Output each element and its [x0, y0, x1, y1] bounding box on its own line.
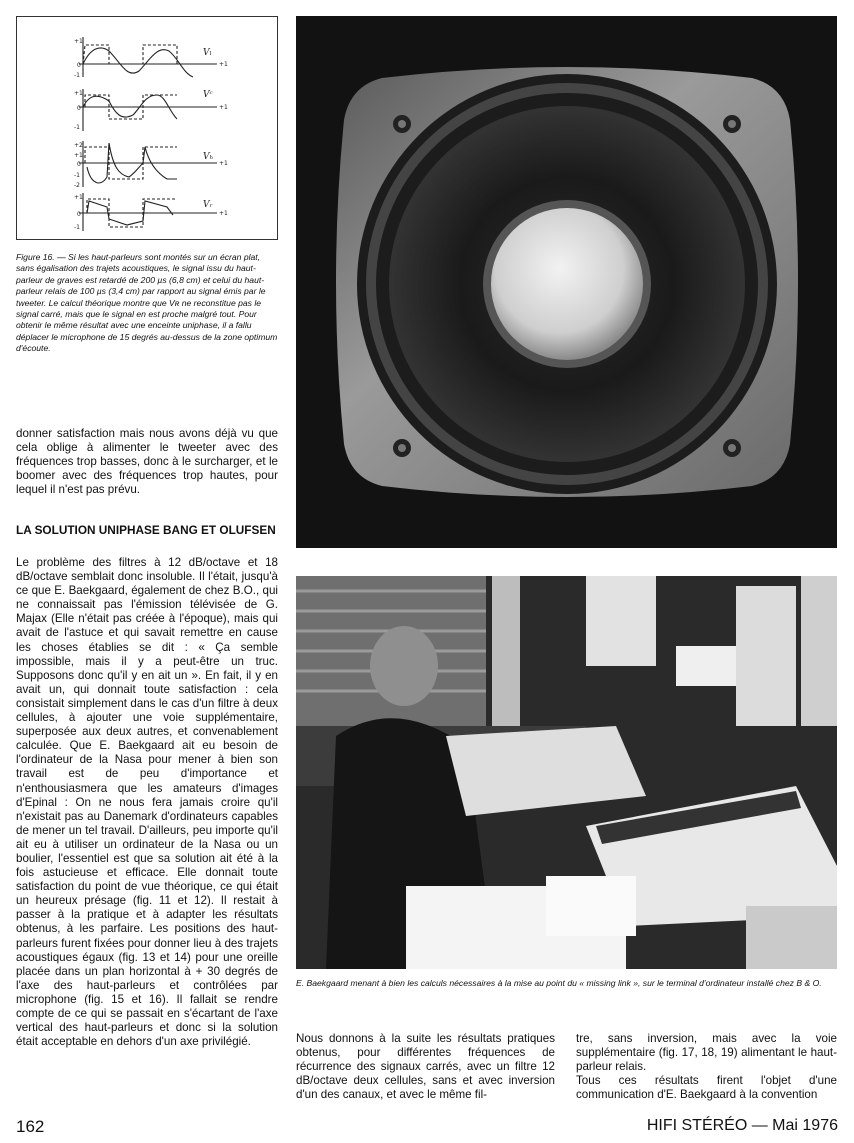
loudspeaker-photo	[296, 16, 837, 548]
column1-body	[16, 556, 278, 1049]
svg-text:+1: +1	[74, 90, 83, 97]
footer-magazine: HIFI STÉRÉO — Mai 1976	[646, 1117, 838, 1134]
svg-text:-1: -1	[74, 72, 80, 79]
svg-text:+1: +1	[74, 194, 83, 201]
svg-text:-1: -1	[74, 172, 80, 179]
photo-caption: E. Baekgaard menant à bien les calculs nécessaires à la mise au point du « missing link », sur le terminal d'ordinateur installé chez B & O.	[296, 978, 822, 988]
column1-intro	[16, 427, 278, 497]
col3-paragraph-1: tre, sans inversion, mais avec la voie supplémentaire (fig. 17, 18, 19) alimentant le haut-parleur relais.	[576, 1032, 837, 1074]
body-paragraph: Le problème des filtres à 12 dB/octave et 18 dB/octave semblait donc insoluble. Il l'était, jusqu'à ce que E. Baekgaard, également de chez B.O., qui ne connaissait pas l'émission télévisée de G. Majax (Elle n'était pas créée à l'époque), mais qui avait de l'astuce et qui savait remettre en cause les choses établies se dit : « Ça semble impossible, mais il y a peut-être un truc. Supposons donc qu'il y en ait un ». En fait, il y en avait un, qui donnait toute satisfaction : cela consistait simplement dans le cas d'un filtre à deux cellules, à ajouter une voie supplémentaire, superposée aux deux autres, et convenablement calculée. Que E. Baekgaard ait eu besoin de l'ordinateur de la Nasa pour mener à bien son travail est de peu d'importance et n'enthousiasmera que les amateurs d'images d'Epinal : On ne nous fera jamais croire qu'il n'existait pas au Danemark d'ordinateurs capables de mener un tel travail. D'ailleurs, peu importe qu'il ait eu à utiliser un ordinateur de la Nasa ou un boulier, l'essentiel est que sa solution ait été à la fois astucieuse et efficace. Elle donnait toute satisfaction du point de vue théorique, ce qui était un heureux présage (fig. 11 et 12). Il restait à passer à la pratique et à adapter les résultats obtenus, à les parfaire. Les positions des haut-parleurs furent fixées pour donner lieu à des trajets acoustiques égaux (fig. 13 et 14) pour une oreille placée dans un plan horizontal à + 30 degrés de l'axe des haut-parleurs et contrôlées par microphone (fig. 15 et 16). Il fallait se rendre compte de ce qui se passait en s'écartant de l'axe vertical des haut-parleurs et donc si la solution était acceptable en dehors d'un axe privilégié.	[16, 556, 278, 1049]
label-vh: Vₕ	[203, 152, 214, 162]
svg-text:0: 0	[77, 211, 81, 218]
figure-16-caption: Figure 16. — Si les haut-parleurs sont montés sur un écran plat, sans égalisation des trajets acoustiques, le signal issu du haut-parleur de graves est retardé de 200 µs (6,8 cm) et celui du haut-parleur relais de 100 µs (3,4 cm) par rapport au signal émis par le tweeter. Le calcul théorique montre que Vʀ ne reconstitue pas le signal carré, mais que le signal en est proche malgré tout. Pour obtenir le même résultat avec une enceinte uniphase, il a fallu déplacer le microphone de 15 degrés au-dessus de la zone optimum d'écoute.	[16, 252, 278, 354]
label-vr: Vᵣ	[203, 200, 213, 210]
column3-text	[576, 1032, 837, 1102]
svg-text:+1: +1	[219, 104, 228, 111]
svg-text:0: 0	[77, 161, 81, 168]
intro-paragraph: donner satisfaction mais nous avons déjà vu que cela oblige à alimenter le tweeter avec des fréquences trop basses, donc à le surcharger, et le boomer avec des fréquences trop hautes, pour lequel il n'est pas prévu.	[16, 427, 278, 497]
col3-paragraph-2: Tous ces résultats firent l'objet d'une communication d'E. Baekgaard à la convention	[576, 1074, 837, 1102]
section-heading: LA SOLUTION UNIPHASE BANG ET OLUFSEN	[16, 523, 276, 537]
page-number: 162	[16, 1117, 45, 1136]
svg-text:+1: +1	[74, 38, 83, 45]
svg-text:+1: +1	[219, 210, 228, 217]
svg-text:-1: -1	[74, 124, 80, 131]
svg-text:-2: -2	[74, 182, 80, 189]
svg-text:0: 0	[77, 105, 81, 112]
figure-16-diagram	[16, 16, 278, 240]
svg-text:+2: +2	[74, 142, 83, 149]
svg-text:+1: +1	[74, 152, 83, 159]
label-vt: Vₗ	[203, 48, 212, 58]
svg-text:+1: +1	[219, 160, 228, 167]
column2-text: Nous donnons à la suite les résultats pratiques obtenus, pour différentes fréquences de récurrence des signaux carrés, avec un filtre 12 dB/octave deux cellules, sans et avec inversion d'un des canaux, et avec le même fil-	[296, 1032, 555, 1102]
svg-text:-1: -1	[74, 224, 80, 231]
waveform-plot	[17, 17, 277, 239]
label-vc: Vᶜ	[203, 90, 213, 100]
terminal-photo	[296, 576, 837, 969]
svg-text:0: 0	[77, 62, 81, 69]
svg-text:+1: +1	[219, 61, 228, 68]
